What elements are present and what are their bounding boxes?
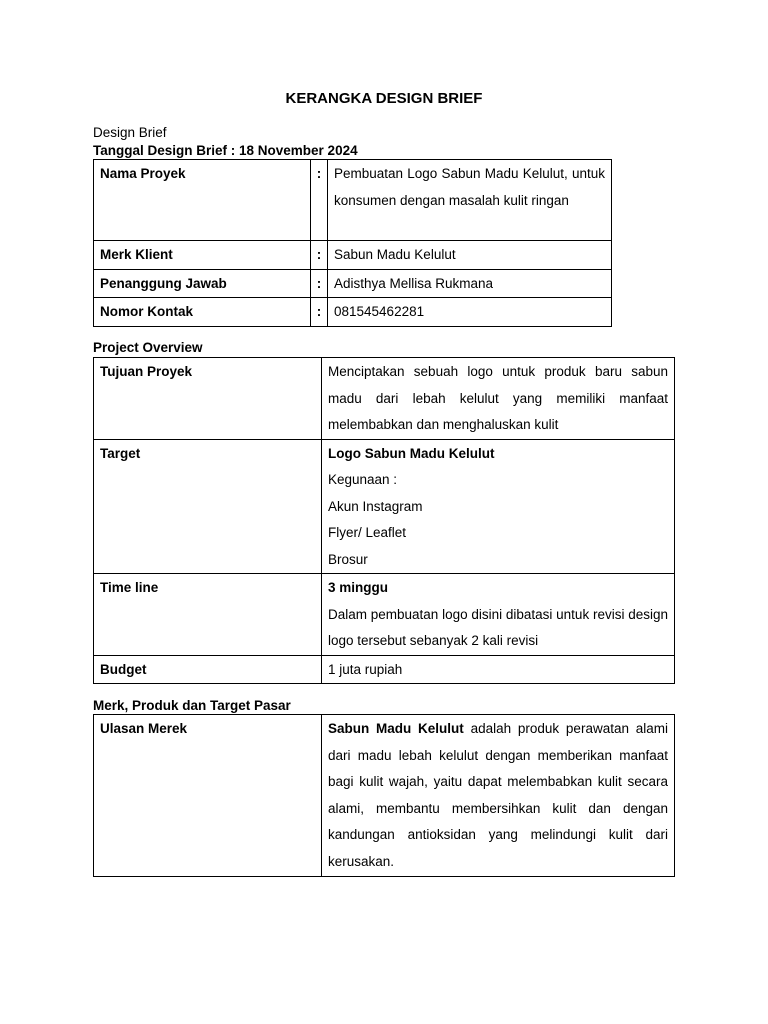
row-key-budget: Budget: [94, 655, 322, 684]
row-value-target: [322, 439, 675, 574]
ulasan-brand: Sabun Madu Kelulut: [328, 721, 464, 736]
row-value-nomor-kontak: 081545462281: [328, 298, 612, 327]
target-line: Flyer/ Leaflet: [328, 525, 407, 540]
target-title: Logo Sabun Madu Kelulut: [328, 445, 495, 461]
row-key-merk-klient: Merk Klient: [94, 241, 311, 270]
table-row: [94, 358, 675, 440]
table-row: [94, 269, 612, 298]
row-colon: :: [311, 298, 328, 327]
merk-table: [93, 714, 675, 877]
target-line: Akun Instagram: [328, 498, 423, 514]
row-key-target: Target: [94, 439, 322, 574]
row-value-budget: 1 juta rupiah: [322, 655, 675, 684]
project-overview-heading: Project Overview: [93, 340, 203, 355]
table-row: [94, 298, 612, 327]
row-colon: :: [311, 269, 328, 298]
table-row: [94, 574, 675, 656]
table-row: [94, 439, 675, 574]
row-key-ulasan-merek: Ulasan Merek: [94, 715, 322, 877]
project-overview-table: [93, 357, 675, 684]
row-key-tujuan-proyek: Tujuan Proyek: [94, 358, 322, 440]
design-brief-heading: Design Brief: [93, 125, 167, 140]
row-value-nama-proyek: Pembuatan Logo Sabun Madu Kelulut, untuk konsumen dengan masalah kulit ringan: [328, 160, 612, 241]
table-row: [94, 241, 612, 270]
design-brief-table: [93, 159, 612, 327]
row-value-timeline: [322, 574, 675, 656]
table-row: [94, 655, 675, 684]
row-key-nomor-kontak: Nomor Kontak: [94, 298, 311, 327]
table-row: [94, 160, 612, 241]
timeline-text: Dalam pembuatan logo disini dibatasi untuk revisi design logo tersebut sebanyak 2 kali revisi: [328, 606, 668, 648]
design-brief-date: Tanggal Design Brief : 18 November 2024: [93, 143, 358, 158]
timeline-title: 3 minggu: [328, 580, 388, 595]
row-key-nama-proyek: Nama Proyek: [94, 160, 311, 241]
row-value-merk-klient: Sabun Madu Kelulut: [328, 241, 612, 270]
row-value-tujuan-proyek: Menciptakan sebuah logo untuk produk baru sabun madu dari lebah kelulut yang memiliki manfaat melembabkan dan menghaluskan kulit: [322, 358, 675, 440]
row-key-penanggung-jawab: Penanggung Jawab: [94, 269, 311, 298]
document-title: KERANGKA DESIGN BRIEF: [285, 90, 483, 107]
row-value-penanggung-jawab: Adisthya Mellisa Rukmana: [328, 269, 612, 298]
row-value-ulasan-merek: [322, 715, 675, 877]
merk-heading: Merk, Produk dan Target Pasar: [93, 698, 291, 713]
table-row: [94, 715, 675, 877]
target-line: Brosur: [328, 551, 368, 567]
ulasan-text: adalah produk perawatan alami dari madu lebah kelulut dengan memberikan manfaat bagi kulit wajah, yaitu dapat melembabkan kulit secara alami, membantu membersihkan kulit dan dengan kandungan antioksidan yang melindungi kulit dari kerusakan.: [328, 721, 669, 869]
row-colon: :: [311, 160, 328, 241]
target-line: Kegunaan :: [328, 472, 398, 487]
row-key-timeline: Time line: [94, 574, 322, 656]
row-colon: :: [311, 241, 328, 270]
